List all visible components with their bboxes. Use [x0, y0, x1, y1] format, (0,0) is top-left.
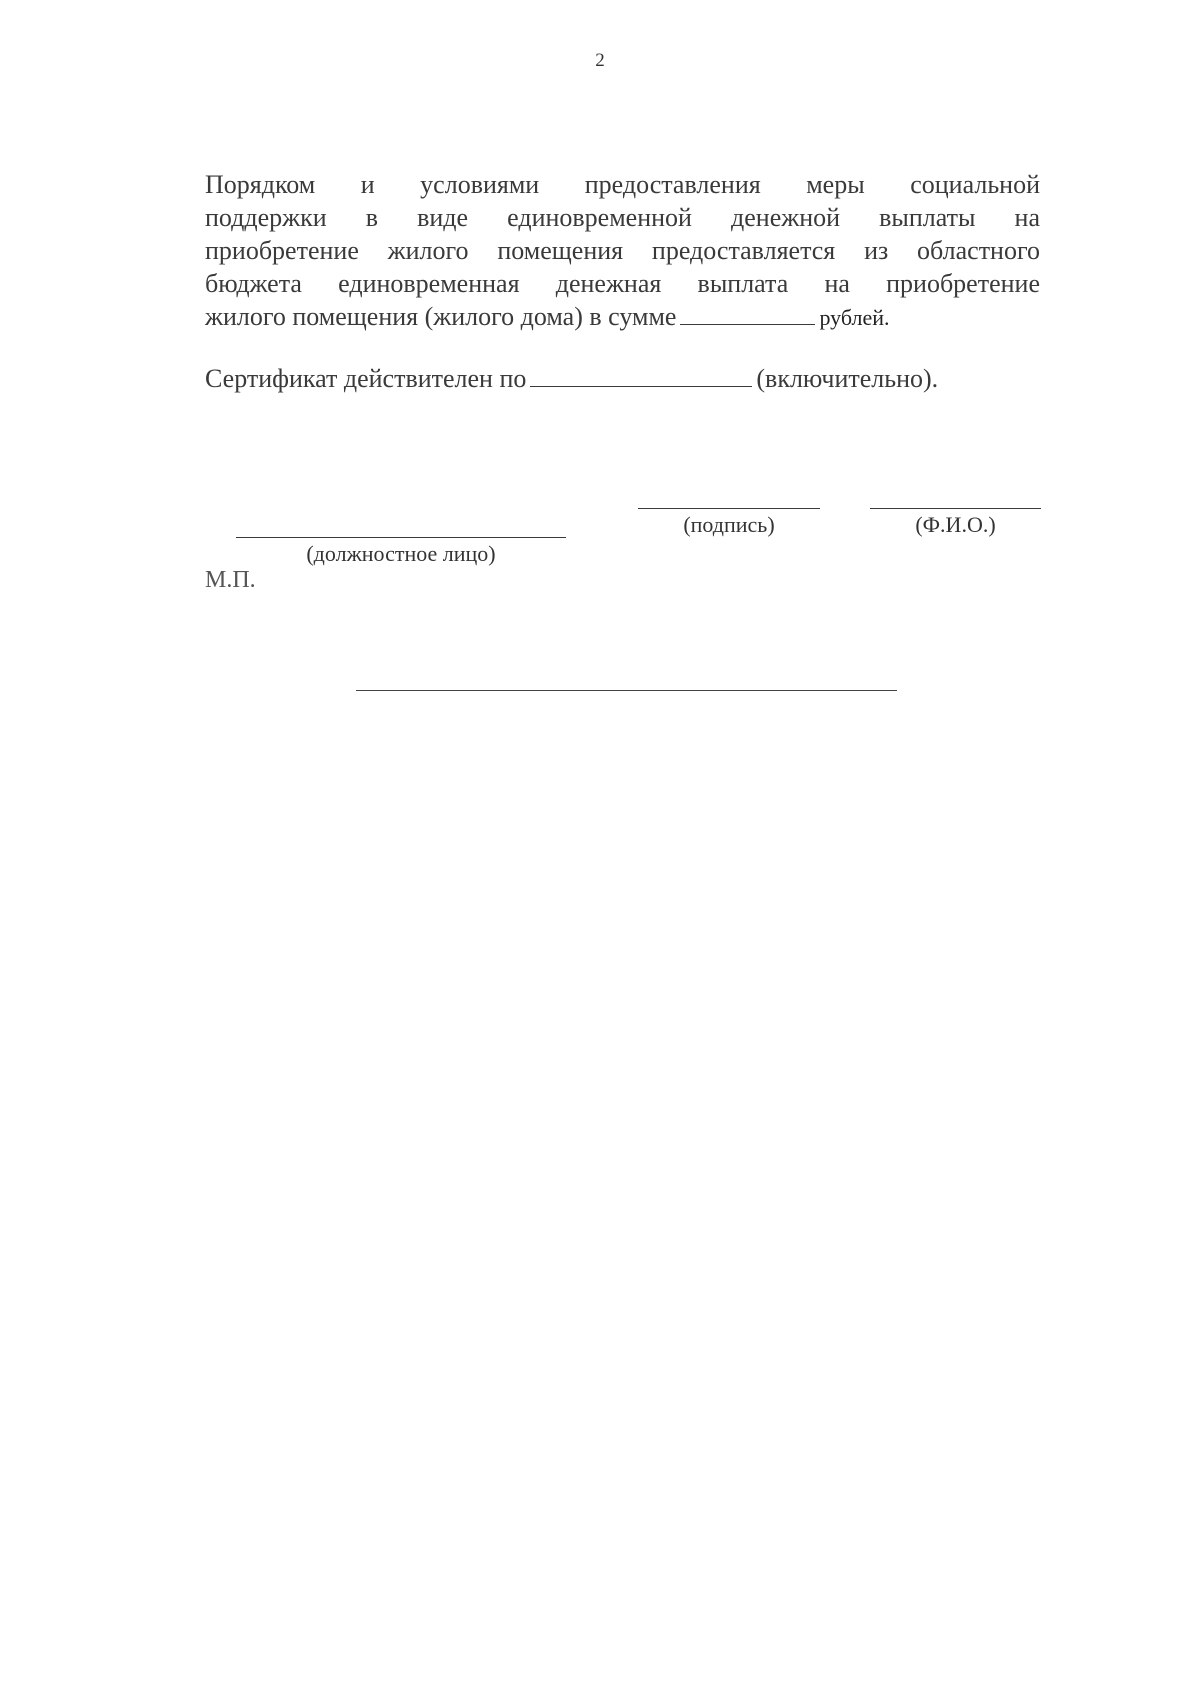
page-number: 2 [595, 50, 605, 71]
signature-caption: (подпись) [683, 512, 775, 537]
sum-blank-field [680, 323, 815, 325]
validity-paragraph [205, 362, 1040, 395]
validity-date-blank [530, 385, 752, 387]
signature-line [638, 508, 820, 509]
name-caption: (Ф.И.О.) [915, 512, 996, 537]
name-line [870, 508, 1041, 509]
paragraph-line: Порядком и условиями предоставления меры социальной [205, 170, 1040, 199]
stamp-place-label: М.П. [205, 567, 256, 593]
paragraph-main [205, 168, 1040, 334]
paragraph-line: поддержки в виде единовременной денежной выплаты на [205, 203, 1040, 232]
sum-suffix-text: рублей. [819, 305, 890, 330]
paragraph-last-line [205, 300, 1040, 334]
paragraph-line: бюджета единовременная денежная выплата на приобретение [205, 269, 1040, 298]
sum-prefix-text: жилого помещения (жилого дома) в сумме [205, 302, 677, 331]
validity-suffix-text: (включительно). [756, 364, 939, 393]
official-caption: (должностное лицо) [306, 541, 496, 566]
validity-prefix-text: Сертификат действителен по [205, 364, 527, 393]
paragraph-line: приобретение жилого помещения предоставляется из областного [205, 236, 1040, 265]
closing-rule [356, 690, 897, 691]
official-signature-line [236, 537, 566, 538]
